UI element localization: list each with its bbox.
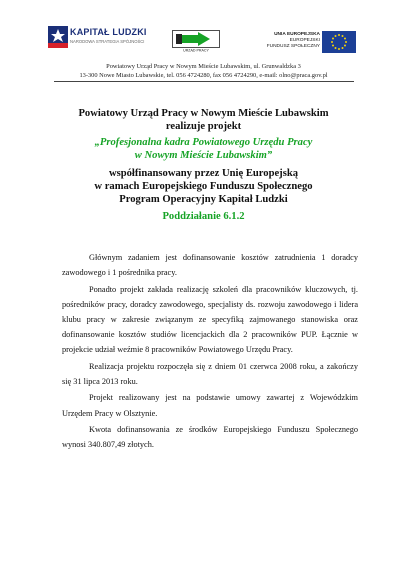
project-description [62,250,358,454]
kapital-ludzki-mark-icon [48,26,68,48]
paragraph: Ponadto projekt zakłada realizację szkoleń dla pracowników kluczowych, tj. pośredników pracy, doradcy zawodowego, specjalisty ds. rozwoju zawodowego i lidera klubu pracy w zakresie związanym ze specyfiką zajmowanego stanowiska oraz dofinansowanie kosztów studiów licencjackich dla 2 pracowników PUP. Łącznie w projekcie udział weźmie 8 pracowników Powiatowego Urzędu Pracy. [62,284,358,355]
eu-line-3: FUNDUSZ SPOŁECZNY [266,44,320,49]
address-line-1: Powiatowy Urząd Pracy w Nowym Mieście Lubawskim, ul. Grunwaldzka 3 [106,63,301,70]
paragraph: Realizacja projektu rozpoczęła się z dniem 01 czerwca 2008 roku, a zakończy się 31 lipca 2013 roku. [62,361,358,386]
paragraph: Głównym zadaniem jest dofinansowanie kosztów zatrudnienia 1 doradcy zawodowego i 1 pośrednika pracy. [62,253,358,278]
project-title-line-1: „Profesjonalna kadra Powiatowego Urzędu Pracy [94,137,313,149]
header-divider [54,81,354,82]
eu-flag-icon [322,31,356,53]
kapital-ludzki-title: KAPITAŁ LUDZKI [70,27,147,37]
heading-line-2: realizuje projekt [165,120,242,132]
pup-logo [172,30,220,52]
heading-line-4: w ramach Europejskiego Funduszu Społecznego [94,180,313,192]
office-address [0,63,407,80]
subaction-label: Poddziałanie 6.1.2 [162,211,245,223]
eu-logo-text [267,32,320,50]
eu-logo [262,31,356,53]
paragraph: Kwota dofinansowania ze środków Europejskiego Funduszu Społecznego wynosi 340.807,49 złotych. [62,424,358,450]
kapital-ludzki-logo [48,24,147,50]
logo-bar [0,0,407,62]
project-title-line-2: w Nowym Mieście Lubawskim” [134,149,273,161]
heading-line-5: Program Operacyjny Kapitał Ludzki [119,193,288,205]
address-line-2: 13-300 Nowe Miasto Lubawskie, tel. 056 4724280, fax 056 4724290, e-mail: olno@praca.gov.pl [79,71,328,79]
kapital-ludzki-subtitle: NARODOWA STRATEGIA SPÓJNOŚCI [70,39,145,44]
pup-caption: URZĄD PRACY [183,48,209,52]
eu-line-2: EUROPEJSKI [289,38,320,43]
heading-line-1: Powiatowy Urząd Pracy w Nowym Mieście Lubawskim [78,108,329,119]
eu-line-1: UNIA EUROPEJSKA [274,32,320,37]
heading-line-3: współfinansowany przez Unię Europejską [108,168,299,180]
paragraph: Projekt realizowany jest na podstawie umowy zawartej z Wojewódzkim Urzędem Pracy w Olsztynie. [62,393,358,418]
project-heading [0,108,407,224]
